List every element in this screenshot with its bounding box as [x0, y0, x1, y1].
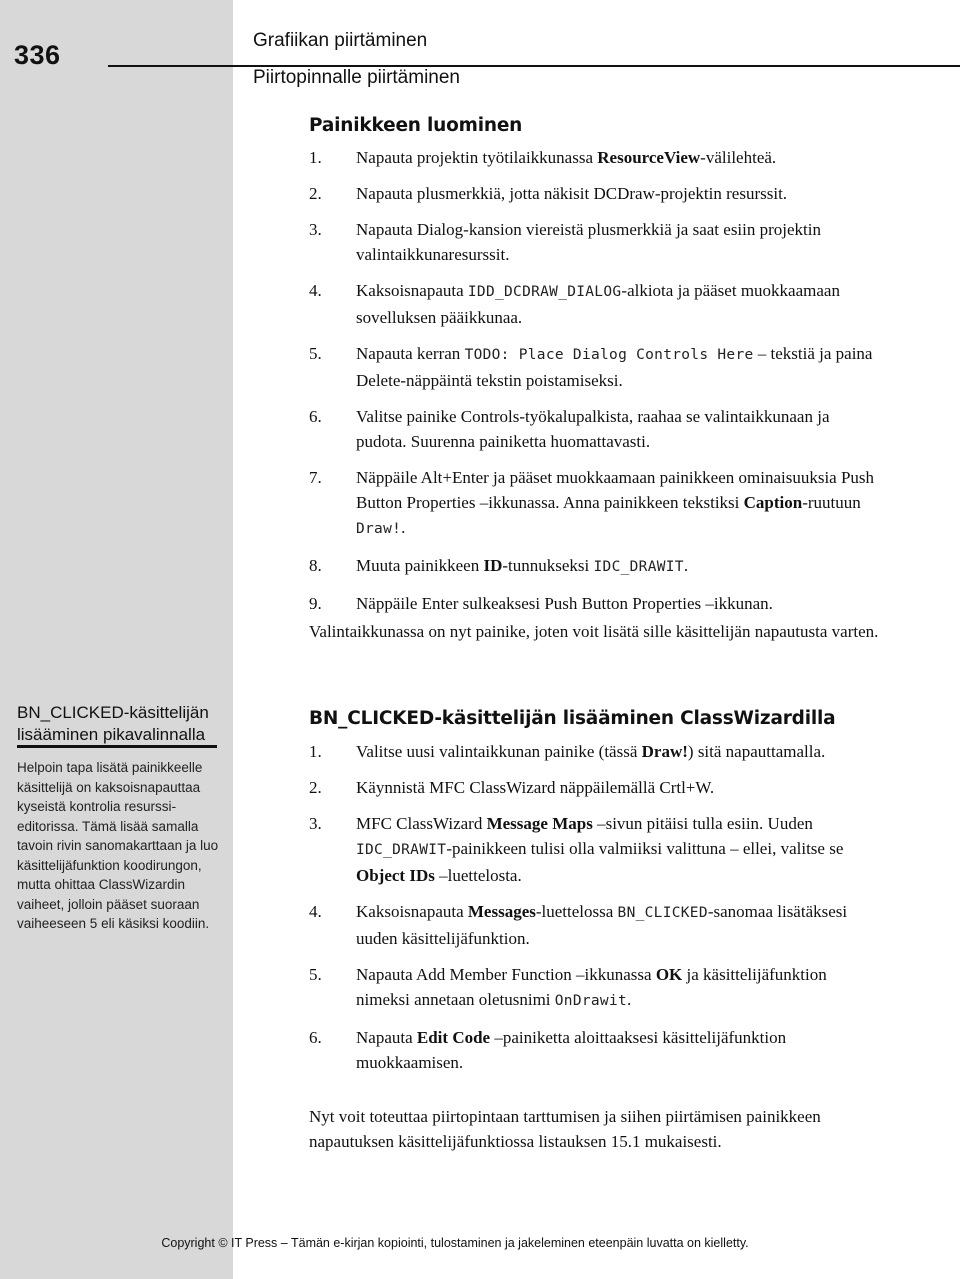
step-text: . — [401, 518, 406, 537]
step-item — [309, 278, 879, 330]
section1-steps — [309, 145, 879, 627]
step-text: -välilehteä. — [700, 148, 777, 167]
sidebar-text: Helpoin tapa lisätä painikkeelle käsittelijä on kaksoisnapauttaa kyseistä kontrolia resurssieditorissa. Tämä lisää samalla tavoin rivin sanomakarttaan ja luo käsittelijäfunktion koodirungon, mutta ohittaa ClassWizardin vaiheet, jolloin pääset suoraan vaiheeseen 5 eli käsiksi koodiin. — [17, 760, 219, 931]
code-identifier: IDD_DCDRAW_DIALOG — [467, 284, 622, 300]
ui-term: OK — [655, 965, 683, 984]
step-item — [309, 811, 879, 888]
ui-term: Edit Code — [416, 1028, 491, 1047]
step-item — [309, 962, 879, 1014]
step-item — [309, 465, 879, 542]
step-text: Napauta projektin työtilaikkunassa — [356, 148, 598, 167]
step-item — [309, 899, 879, 951]
code-identifier: IDC_DRAWIT — [593, 559, 684, 575]
section1-heading: Painikkeen luominen — [309, 115, 523, 136]
ui-term: Caption — [743, 493, 803, 512]
step-text: Kaksoisnapauta — [356, 902, 468, 921]
step-item — [309, 341, 879, 393]
step-text: Valitse painike Controls-työkalupalkista, raahaa se valintaikkunaan ja pudota. Suurenna painiketta huomattavasti. — [356, 407, 830, 451]
step-item — [309, 553, 879, 580]
step-number: 6. — [309, 407, 322, 426]
step-text: Napauta Add Member Function –ikkunassa — [356, 965, 656, 984]
step-number: 8. — [309, 556, 322, 575]
step-text: -painikkeen tulisi olla valmiiksi valittuna – ellei, valitse se — [446, 839, 844, 858]
step-item — [309, 145, 879, 170]
step-item — [309, 591, 879, 616]
step-number: 5. — [309, 344, 322, 363]
code-identifier: Draw! — [356, 521, 402, 537]
sidebar-panel — [0, 0, 233, 1279]
ui-term: ResourceView — [597, 148, 701, 167]
section-title: Piirtopinnalle piirtäminen — [253, 67, 460, 88]
step-number: 2. — [309, 184, 322, 203]
ui-term: Message Maps — [486, 814, 593, 833]
step-text: . — [627, 990, 632, 1009]
step-text: -alkiota ja pääset muokkaamaan sovelluksen pääikkunaa. — [356, 281, 840, 327]
step-text: –painiketta aloittaaksesi käsittelijäfunktion muokkaamisen. — [356, 1028, 787, 1072]
ui-term: Draw! — [641, 742, 688, 761]
step-text: -tunnukseksi — [502, 556, 594, 575]
step-number: 5. — [309, 965, 322, 984]
step-text: Napauta plusmerkkiä, jotta näkisit DCDraw-projektin resurssit. — [356, 184, 788, 203]
step-text: Valitse uusi valintaikkunan painike (tässä — [356, 742, 642, 761]
step-text: Näppäile Alt+Enter ja pääset muokkaamaan painikkeen ominaisuuksia Push Button Properties –ikkunassa. Anna painikkeen tekstiksi — [356, 468, 875, 512]
step-number: 4. — [309, 281, 322, 300]
ui-term: Object IDs — [356, 866, 435, 885]
step-item — [309, 739, 879, 764]
ui-term: ID — [483, 556, 503, 575]
chapter-title: Grafiikan piirtäminen — [253, 30, 428, 51]
step-text: Käynnistä MFC ClassWizard näppäilemällä Crtl+W. — [356, 778, 715, 797]
step-number: 3. — [309, 220, 322, 239]
code-identifier: OnDrawit — [554, 993, 628, 1009]
sidebar-title: BN_CLICKED-käsittelijän lisääminen pikavalinnalla — [17, 703, 209, 744]
step-number: 1. — [309, 148, 322, 167]
code-identifier: TODO: Place Dialog Controls Here — [464, 347, 754, 363]
step-text: ja käsittelijäfunktion nimeksi annetaan oletusnimi — [356, 965, 827, 1009]
step-item — [309, 181, 879, 206]
step-text: . — [683, 556, 689, 575]
step-text: Napauta — [356, 1028, 417, 1047]
step-item — [309, 775, 879, 800]
step-number: 3. — [309, 814, 322, 833]
ui-term: Messages — [467, 902, 536, 921]
step-text: Napauta Dialog-kansion viereistä plusmerkkiä ja saat esiin projektin valintaikkunaresurssit. — [356, 220, 822, 264]
copyright-footer — [0, 1236, 960, 1250]
step-text: –sivun pitäisi tulla esiin. Uuden — [592, 814, 813, 833]
step-text: ) sitä napauttamalla. — [687, 742, 826, 761]
copyright-text: Copyright © IT Press – Tämän e-kirjan kopiointi, tulostaminen ja jakeleminen eteenpäin luvatta on kielletty. — [161, 1236, 749, 1250]
step-item — [309, 217, 879, 267]
step-item — [309, 404, 879, 454]
step-number: 1. — [309, 742, 322, 761]
section2-heading: BN_CLICKED-käsittelijän lisääminen ClassWizardilla — [309, 708, 836, 729]
page-number: 336 — [14, 40, 61, 70]
step-number: 9. — [309, 594, 322, 613]
step-text: -luettelossa — [535, 902, 618, 921]
step-text: Kaksoisnapauta — [356, 281, 468, 300]
section1-paragraph: Valintaikkunassa on nyt painike, joten voit lisätä sille käsittelijän napautusta varten. — [309, 622, 879, 641]
step-number: 4. — [309, 902, 322, 921]
step-text: Muuta painikkeen — [356, 556, 484, 575]
step-text: Näppäile Enter sulkeaksesi Push Button Properties –ikkunan. — [356, 594, 773, 613]
code-identifier: IDC_DRAWIT — [356, 842, 447, 858]
step-number: 2. — [309, 778, 322, 797]
step-text: -ruutuun — [802, 493, 861, 512]
step-text: MFC ClassWizard — [356, 814, 487, 833]
section2-paragraph: Nyt voit toteuttaa piirtopintaan tarttumisen ja siihen piirtämisen painikkeen napautuksen käsittelijäfunktiossa listauksen 15.1 mukaisesti. — [309, 1107, 821, 1151]
step-text: -sanomaa lisätäksesi uuden käsittelijäfunktion. — [356, 902, 848, 948]
code-identifier: BN_CLICKED — [617, 905, 708, 921]
step-number: 7. — [309, 468, 322, 487]
step-text: Napauta kerran — [356, 344, 465, 363]
step-text: –luettelosta. — [434, 866, 522, 885]
step-text: – tekstiä ja paina Delete-näppäintä tekstin poistamiseksi. — [356, 344, 873, 390]
step-item — [309, 1025, 879, 1075]
sidebar-rule — [17, 745, 217, 748]
header-rule — [108, 65, 960, 67]
section2-steps — [309, 739, 879, 1086]
step-number: 6. — [309, 1028, 322, 1047]
